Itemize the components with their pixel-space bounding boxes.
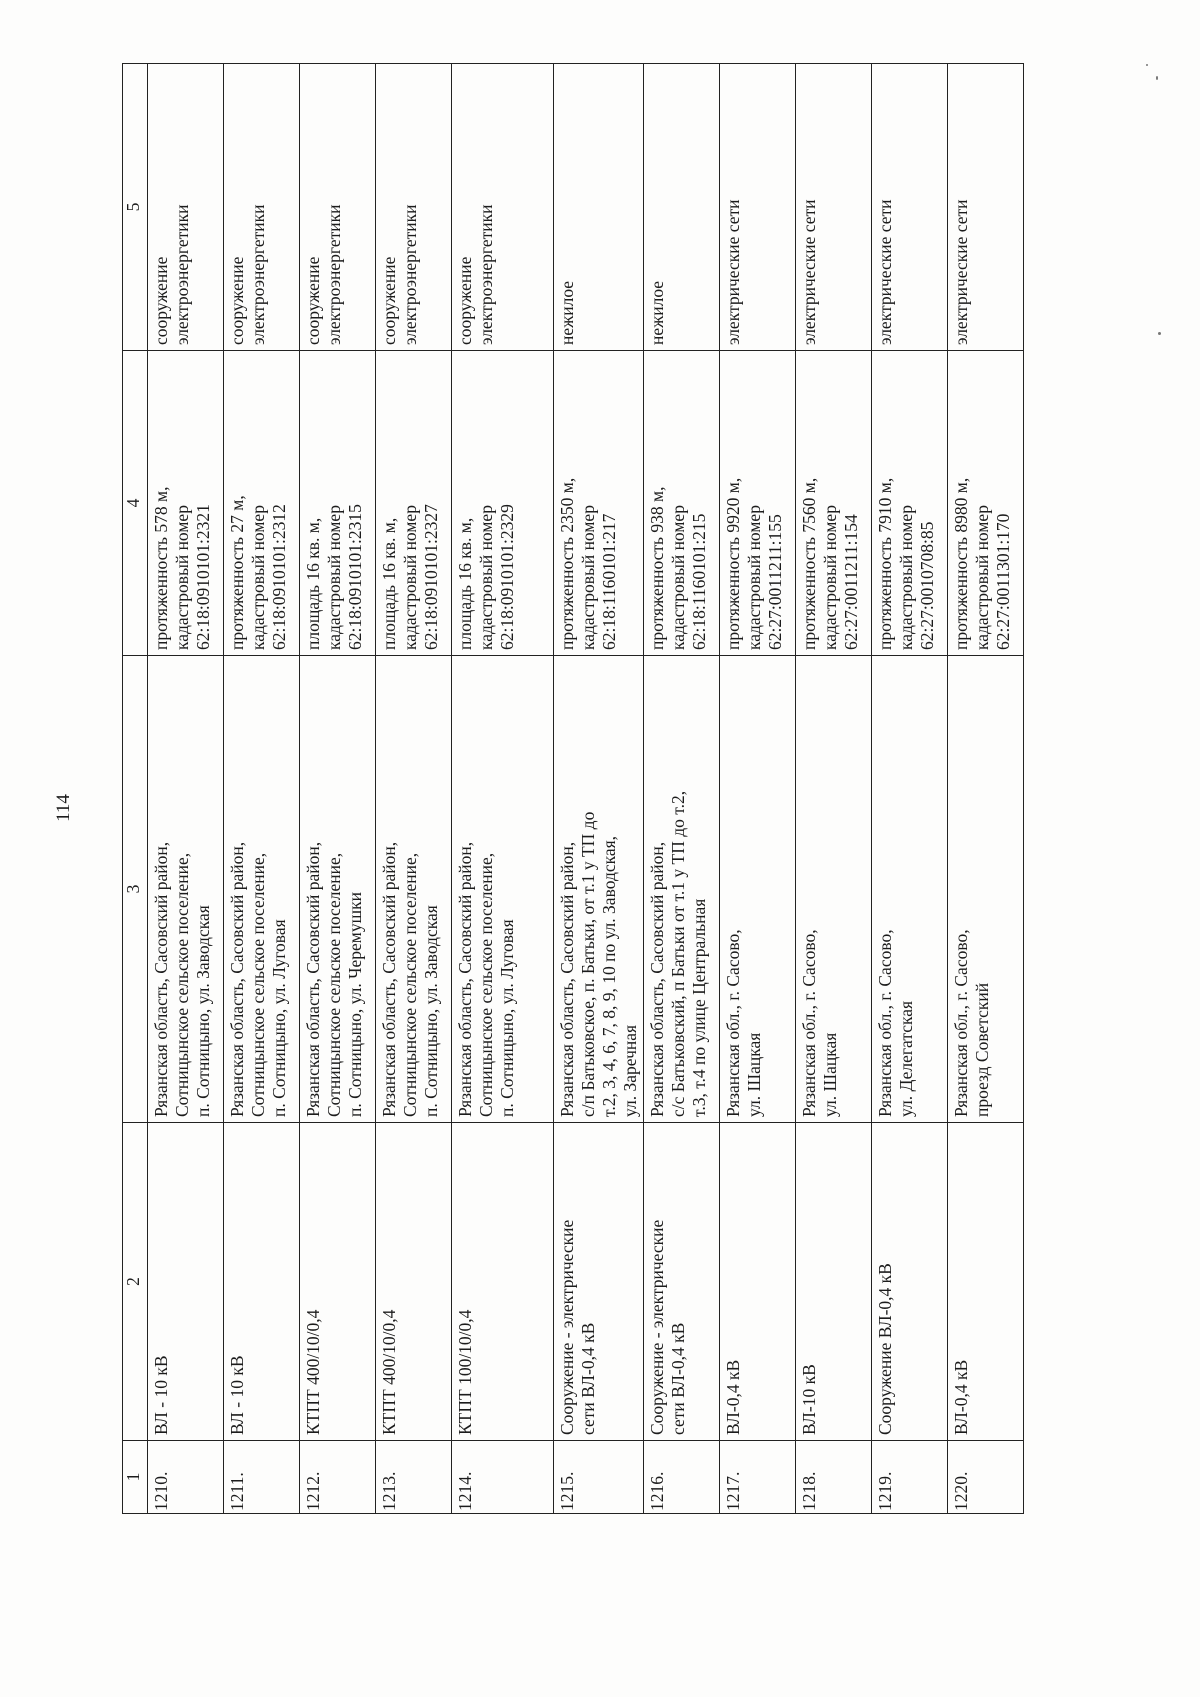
characteristics-line: 62:27:0011211:154 (841, 514, 861, 650)
scan-speck (1156, 76, 1158, 80)
object-name-line: Сооружение - электрические (557, 1219, 577, 1435)
table-row (376, 64, 452, 1514)
address-line: Рязанская область, Сасовский район, (557, 841, 577, 1117)
object-name-cell: Сооружение ВЛ-0,4 кВ (872, 1123, 948, 1441)
purpose-line: электрические сети (723, 199, 743, 345)
purpose-cell (148, 64, 224, 351)
characteristics-line: кадастровый номер (476, 505, 496, 650)
purpose-cell (872, 64, 948, 351)
characteristics-line: кадастровый номер (400, 505, 420, 650)
characteristics-cell (224, 351, 300, 656)
characteristics-line: 62:18:0910101:2321 (193, 504, 213, 650)
characteristics-line: протяженность 27 м, (227, 495, 247, 650)
address-line: проезд Советский (972, 982, 992, 1117)
characteristics-cell (720, 351, 796, 656)
purpose-line: сооружение (303, 256, 323, 345)
address-line: т.2, 3, 4, 6, 7, 8, 9, 10 по ул. Заводская, (599, 835, 619, 1117)
purpose-line: электроэнергетики (248, 204, 268, 345)
characteristics-cell (872, 351, 948, 656)
row-number-cell: 1212. (300, 1441, 376, 1514)
table-row (720, 64, 796, 1514)
row-number-cell: 1219. (872, 1441, 948, 1514)
characteristics-cell (452, 351, 554, 656)
address-cell (644, 656, 720, 1123)
purpose-line: нежилое (647, 280, 667, 345)
characteristics-line: кадастровый номер (172, 505, 192, 650)
object-name-cell: КТПТ 400/10/0,4 (376, 1123, 452, 1441)
purpose-cell (948, 64, 1024, 351)
characteristics-line: 62:18:1160101:215 (689, 513, 709, 650)
address-line: ул. Шацкая (820, 1032, 840, 1117)
row-number-cell: 1217. (720, 1441, 796, 1514)
row-number-cell: 1215. (554, 1441, 644, 1514)
address-line: Сотницынское сельское поселение, (324, 852, 344, 1117)
address-line: ул. Делегатская (896, 1000, 916, 1117)
purpose-line: электроэнергетики (172, 204, 192, 345)
address-line: Сотницынское сельское поселение, (248, 852, 268, 1117)
characteristics-line: протяженность 7560 м, (799, 477, 819, 650)
col-header: 3 (123, 656, 148, 1123)
purpose-line: сооружение (455, 256, 475, 345)
characteristics-line: кадастровый номер (972, 505, 992, 650)
object-name-line: Сооружение - электрические (647, 1219, 667, 1435)
address-line: Рязанская область, Сасовский район, (379, 841, 399, 1117)
purpose-line: электроэнергетики (324, 204, 344, 345)
characteristics-line: кадастровый номер (578, 505, 598, 650)
characteristics-line: протяженность 578 м, (151, 486, 171, 650)
characteristics-line: протяженность 2350 м, (557, 477, 577, 650)
characteristics-line: протяженность 9920 м, (723, 477, 743, 650)
address-cell (554, 656, 644, 1123)
address-cell (720, 656, 796, 1123)
address-line: ул. Заречная (620, 1024, 640, 1117)
object-name-cell: КТПТ 400/10/0,4 (300, 1123, 376, 1441)
row-number-cell: 1218. (796, 1441, 872, 1514)
object-name-cell (554, 1123, 644, 1441)
purpose-cell (796, 64, 872, 351)
address-cell (300, 656, 376, 1123)
address-cell (376, 656, 452, 1123)
purpose-line: электрические сети (799, 199, 819, 345)
address-cell (872, 656, 948, 1123)
address-line: Рязанская область, Сасовский район, (647, 841, 667, 1117)
characteristics-line: кадастровый номер (744, 505, 764, 650)
characteristics-line: площадь 16 кв. м, (455, 517, 475, 650)
address-line: Рязанская обл., г. Сасово, (875, 929, 895, 1117)
table-row (300, 64, 376, 1514)
scan-speck (1146, 64, 1148, 66)
characteristics-line: кадастровый номер (248, 505, 268, 650)
object-name-cell: ВЛ - 10 кВ (148, 1123, 224, 1441)
property-table (122, 63, 1024, 1514)
header-row (123, 64, 148, 1514)
address-cell (796, 656, 872, 1123)
purpose-cell (720, 64, 796, 351)
characteristics-line: 62:18:0910101:2312 (269, 504, 289, 650)
purpose-line: сооружение (379, 256, 399, 345)
characteristics-cell (796, 351, 872, 656)
characteristics-line: 62:27:0010708:85 (917, 521, 937, 650)
object-name-cell: ВЛ-10 кВ (796, 1123, 872, 1441)
purpose-line: электрические сети (875, 199, 895, 345)
purpose-cell (554, 64, 644, 351)
address-line: Рязанская область, Сасовский район, (227, 841, 247, 1117)
row-number-cell: 1210. (148, 1441, 224, 1514)
property-table-rotated (122, 64, 1052, 1514)
address-line: Рязанская область, Сасовский район, (151, 841, 171, 1117)
characteristics-line: протяженность 938 м, (647, 486, 667, 650)
address-line: п. Сотницыно, ул. Луговая (269, 919, 289, 1117)
object-name-cell: ВЛ-0,4 кВ (720, 1123, 796, 1441)
object-name-line: сети ВЛ-0,4 кВ (578, 1322, 598, 1435)
address-line: Сотницынское сельское поселение, (172, 852, 192, 1117)
characteristics-line: 62:18:0910101:2315 (345, 504, 365, 650)
table-row (452, 64, 554, 1514)
characteristics-cell (376, 351, 452, 656)
address-line: Рязанская область, Сасовский район, (455, 841, 475, 1117)
row-number-cell: 1213. (376, 1441, 452, 1514)
col-header: 4 (123, 351, 148, 656)
characteristics-line: 62:27:0011301:170 (993, 513, 1013, 650)
characteristics-line: протяженность 7910 м, (875, 477, 895, 650)
address-line: п. Сотницыно, ул. Заводская (193, 905, 213, 1117)
purpose-cell (224, 64, 300, 351)
col-header: 2 (123, 1123, 148, 1441)
row-number-cell: 1216. (644, 1441, 720, 1514)
characteristics-line: кадастровый номер (324, 505, 344, 650)
row-number-cell: 1214. (452, 1441, 554, 1514)
address-line: п. Сотницыно, ул. Заводская (421, 905, 441, 1117)
address-line: п. Сотницыно, ул. Черемушки (345, 892, 365, 1117)
table-row (148, 64, 224, 1514)
purpose-line: сооружение (227, 256, 247, 345)
characteristics-cell (148, 351, 224, 656)
object-name-cell: ВЛ - 10 кВ (224, 1123, 300, 1441)
characteristics-line: кадастровый номер (820, 505, 840, 650)
characteristics-line: кадастровый номер (896, 505, 916, 650)
col-header: 5 (123, 64, 148, 351)
address-cell (452, 656, 554, 1123)
purpose-cell (300, 64, 376, 351)
row-number-cell: 1220. (948, 1441, 1024, 1514)
characteristics-line: площадь 16 кв. м, (303, 517, 323, 650)
row-number-cell: 1211. (224, 1441, 300, 1514)
table-row (872, 64, 948, 1514)
table-row (644, 64, 720, 1514)
address-line: Сотницынское сельское поселение, (400, 852, 420, 1117)
address-line: т.3, т.4 по улице Центральная (689, 898, 709, 1117)
purpose-line: нежилое (557, 280, 577, 345)
characteristics-cell (554, 351, 644, 656)
address-line: Сотницынское сельское поселение, (476, 852, 496, 1117)
purpose-line: электрические сети (951, 199, 971, 345)
address-line: с/п Батьковское, п. Батьки, от т.1 у ТП до (578, 811, 598, 1117)
characteristics-cell (300, 351, 376, 656)
characteristics-line: кадастровый номер (668, 505, 688, 650)
purpose-cell (644, 64, 720, 351)
purpose-cell (452, 64, 554, 351)
address-line: с/с Батьковский, п Батьки от т.1 у ТП до т.2, (668, 790, 688, 1117)
address-line: Рязанская обл., г. Сасово, (799, 929, 819, 1117)
page-number: 114 (53, 794, 74, 822)
purpose-line: электроэнергетики (400, 204, 420, 345)
address-line: Рязанская обл., г. Сасово, (951, 929, 971, 1117)
col-header: 1 (123, 1441, 148, 1514)
characteristics-line: площадь 16 кв. м, (379, 517, 399, 650)
characteristics-line: протяженность 8980 м, (951, 477, 971, 650)
address-cell (224, 656, 300, 1123)
address-cell (948, 656, 1024, 1123)
purpose-line: сооружение (151, 256, 171, 345)
scan-speck (1158, 332, 1161, 335)
characteristics-line: 62:18:0910101:2329 (497, 504, 517, 650)
address-line: Рязанская область, Сасовский район, (303, 841, 323, 1117)
object-name-line: сети ВЛ-0,4 кВ (668, 1322, 688, 1435)
characteristics-line: 62:18:0910101:2327 (421, 504, 441, 650)
purpose-line: электроэнергетики (476, 204, 496, 345)
characteristics-cell (948, 351, 1024, 656)
characteristics-line: 62:18:1160101:217 (599, 513, 619, 650)
object-name-cell: КТПТ 100/10/0,4 (452, 1123, 554, 1441)
table-row (948, 64, 1024, 1514)
table-row (554, 64, 644, 1514)
address-cell (148, 656, 224, 1123)
address-line: Рязанская обл., г. Сасово, (723, 929, 743, 1117)
table-row (224, 64, 300, 1514)
object-name-cell (644, 1123, 720, 1441)
address-line: п. Сотницыно, ул. Луговая (497, 919, 517, 1117)
table-row (796, 64, 872, 1514)
object-name-cell: ВЛ-0,4 кВ (948, 1123, 1024, 1441)
characteristics-cell (644, 351, 720, 656)
characteristics-line: 62:27:0011211:155 (765, 514, 785, 650)
address-line: ул. Шацкая (744, 1032, 764, 1117)
purpose-cell (376, 64, 452, 351)
